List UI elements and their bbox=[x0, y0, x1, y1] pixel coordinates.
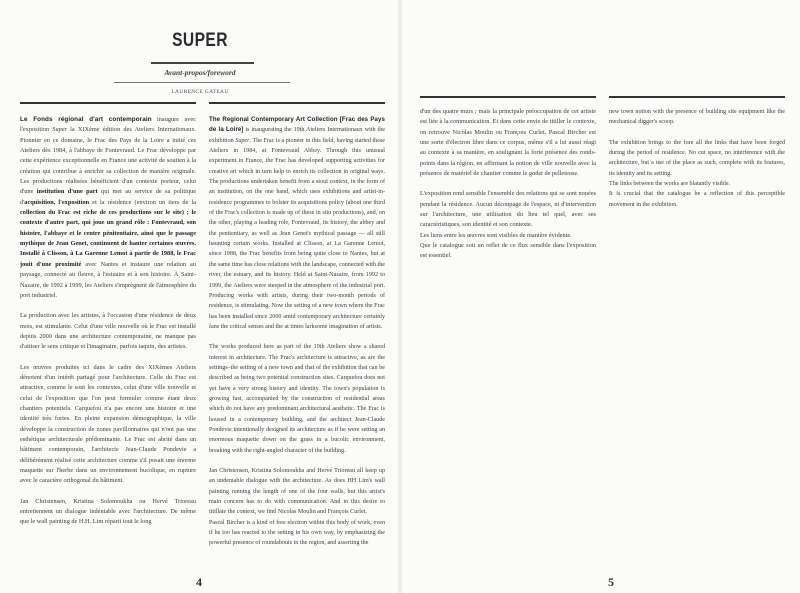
page-number: 4 bbox=[196, 575, 202, 589]
bold-run: acquisition, l'exposition bbox=[24, 198, 90, 206]
text-run: . The Frac is a pioneer in this field, having started these Ateliers in 1984, at Fontevraud Abbey. Through this unusual experiment in France, the Frac has developed supporting activities for creative art which in turn help to enrich its collection in original ways. The productions undertaken benefit from a stout context, in the form of an institution, on the one hand, which uses exhibitions and artist-in-residence programmes to bolster its acquisitions policy (about one third of the Frac's collection is made up of these in situ productions), and, on the other, playing a leading role, Fontevraud, its history, the abbey and the penitentiary, as well as Jean Genet's mythical passage — all still haunting certain works. Installed at Clisson, at La Garenne Lemot, since 1988, the Frac benefits from being quite close to Nantes, but at the same time has close relations with the landscape, connected with the river, the estuary, and its history. Held at Saint-Nazaire, from 1992 to 1999, the Ateliers were steeped in the atmosphere of the industrial port. Producing works with artists, during their two-month periods of residence, is stimulating. Now the setting of a new town where the Frac has been installed since 2000 amid contemporary architecture certainly fans the critical senses and the at times larksome imagination of artists. bbox=[209, 137, 385, 330]
text-run: et la résidence (environ un tiers de la bbox=[89, 198, 196, 206]
right-page bbox=[400, 0, 800, 593]
column-rule-french bbox=[20, 102, 196, 104]
english-paragraph bbox=[209, 115, 385, 332]
french-paragraph: Les liens entre les œuvres sont visibles de manière évidente. bbox=[420, 231, 572, 239]
title-rule bbox=[151, 62, 254, 64]
text-run: avec Nantes et instaure une relation au paysage, connecté au fleuve, à l'estuaire et à son histoire. À Saint-Nazaire, de 1992 à 1999, les Ateliers s'imprègnent de l'atmosphère du port industriel. bbox=[20, 260, 196, 299]
english-paragraph: Jan Christensen, Kristina Solomoukha and Hervé Trioreau all keep up an undeniable dialogue with the architecture. As does HH Lim's wall painting running the length of one of the four walls, but this artist's main concern has to do with communication. And in this desire to titillate the context, we find Nicolas Moulin and François Curlet. bbox=[209, 468, 385, 516]
bold-run: collection du Frac est riche de ces productions sur le site) ; le contexte d'autre part, qui joue un grand rôle : Fontevraud, son histoire, l'abbaye et le centre pénitentiaire, ainsi que le passage mythique de Jean Genet, continuent de hanter certaines œuvres. Installé à Clisson, à La Garenne Lemot à partir de 1988, le Frac jouit d'une proximité bbox=[20, 209, 196, 268]
page-title: SUPER bbox=[172, 30, 228, 51]
french-paragraph: La production avec les artistes, à l'occasion d'une résidence de deux mois, est stimulante. Celui d'une ville nouvelle où le Frac est installé depuis 2000 dans une architecture contemporaine, ne manque pas d'attiser le sens critique et l'imaginaire, parfois taquin, des artistes. bbox=[20, 312, 196, 351]
english-column bbox=[609, 107, 785, 220]
page-number: 5 bbox=[608, 575, 614, 589]
column-rule-french bbox=[420, 96, 596, 98]
lead-text: The Regional Contemporary Art Collection [Frac des Pays de la Loire] bbox=[209, 116, 385, 134]
french-paragraph: Jan Christensen, Kristina Solomoukha ou Hervé Trioreau entretiennent un dialogue indéniable avec l'architecture. De même que le wall painting de H.H. Lim réparti tout le long bbox=[20, 497, 196, 526]
french-column bbox=[420, 107, 596, 272]
exhibition-title: Super bbox=[52, 126, 67, 134]
subtitle: Avant-propos/foreword bbox=[164, 68, 236, 77]
column-rule-english bbox=[609, 96, 785, 98]
text-run: la XIXème édition des Ateliers Internationaux. Pionnier en ce domaine, le Frac des Pays de la Loire a initié ces Ateliers dès 1984, à l'abbaye de Fontevraud. Le Frac développe par cette expérience exceptionnelle en France une activité de soutien à la création qui contribue à enrichir sa collection de manière originale. Les productions réalisées bénéficient d'un contexte porteur, celui d'une bbox=[20, 126, 196, 196]
lead-text: Le Fonds régional d'art contemporain bbox=[20, 116, 152, 123]
author-name: LAURENCE GATEAU bbox=[171, 89, 229, 95]
french-paragraph: Les œuvres produites ici dans le cadre des XIXèmes Ateliers dénotent d'un intérêt partagé pour l'architecture. Celle du Frac est attractive, comme le sont les contextes, celui d'une ville nouvelle et celui de l'exposition que l'on peut formuler comme étant deux chantiers potentiels. Carquefou n'a pas encore une histoire et une identité très fortes. En pleine expansion démographique, la ville développe la construction de zones pavillonnaires qui n'ont pas une esthétique architecturale prédominante. Le Frac est abrité dans un bâtiment contemporain, l'architecte Jean-Claude Pondevie a délibérément réalisé cette architecture comme s'il posait une énorme maquette sur l'herbe dans un environnement bucolique, en rupture avec le caractère orthogonal du bâtiment. bbox=[20, 363, 196, 485]
english-paragraph: The exhibition brings to the fore all the links that have been forged during the period of residence. No cut space, no interference with the architecture, but a use of the place as such, complete with its features, its identity and its setting. bbox=[609, 139, 785, 177]
english-column bbox=[209, 115, 385, 559]
english-paragraph: new town notion with the presence of building site equipment like the mechanical digger's scoop. bbox=[609, 109, 785, 126]
french-paragraph bbox=[20, 115, 196, 301]
french-paragraph: d'un des quatre murs ; mais la principale préoccupation de cet artiste est liée à la communication. Et dans cette envie de titiller le contexte, on retrouve Nicolas Moulin ou François Curlet. Pascal Bircher est une sorte d'électron libre dans ce corpus, même s'il a lui aussi réagi au contexte à sa manière, en soulignant la forte présence des ronds-points dans la région, en affirmant la notion de ville nouvelle avec la présence de matériel de chantier comme le godet de pelleteuse. bbox=[420, 108, 596, 178]
exhibition-title: Super bbox=[235, 137, 250, 144]
text-run: is inaugurating the 19th Ateliers Internationaux with the exhibition bbox=[209, 127, 385, 144]
text-run: inaugure avec l'exposition bbox=[20, 116, 196, 134]
english-paragraph: The works produced here as part of the 19th Ateliers show a shared interest in architecture. The Frac's architecture is attractive, as are the settings–the setting of a new town and that of the exhibition that can be described as being two potential construction sites. Carquefou does not yet have a very strong history and identity. The town's population is growing fast, accompanied by the construction of residential areas which do not have any predominant architectural aesthetic. The Frac is housed in a contemporary building, and the architect Jean-Claude Pondevie intentionally designed its architecture as if he were setting an enormous maquette down on the grass in a bucolic environment, breaking with the right-angled character of the building. bbox=[209, 344, 385, 454]
english-paragraph: Pascal Bircher is a kind of free electron within this body of work, even if he too has reacted to the setting in his own way, by emphasizing the powerful presence of roundabouts in the region, and asserting the bbox=[209, 519, 385, 547]
text-run: qui met au service de sa politique d' bbox=[20, 188, 197, 206]
english-paragraph: The links between the works are blatantly visible. bbox=[609, 181, 731, 188]
subtitle-rule bbox=[114, 82, 290, 83]
french-paragraph: Que le catalogue soit un reflet de ce flux sensible dans l'exposition est essentiel. bbox=[420, 242, 596, 260]
english-paragraph: It is crucial that the catalogue be a reflection of this perceptible movement in the exhibition. bbox=[609, 191, 785, 208]
french-column bbox=[20, 115, 196, 538]
french-paragraph: L'exposition rend sensible l'ensemble des relations qui se sont nouées pendant la résidence. Aucun découpage de l'espace, ni d'intervention sur l'architecture, une utilisation du lieu tel quel, avec ses caractéristiques, son identité et son contexte. bbox=[420, 190, 596, 229]
bold-run: institution d'une part bbox=[36, 188, 98, 196]
column-rule-english bbox=[209, 102, 385, 104]
